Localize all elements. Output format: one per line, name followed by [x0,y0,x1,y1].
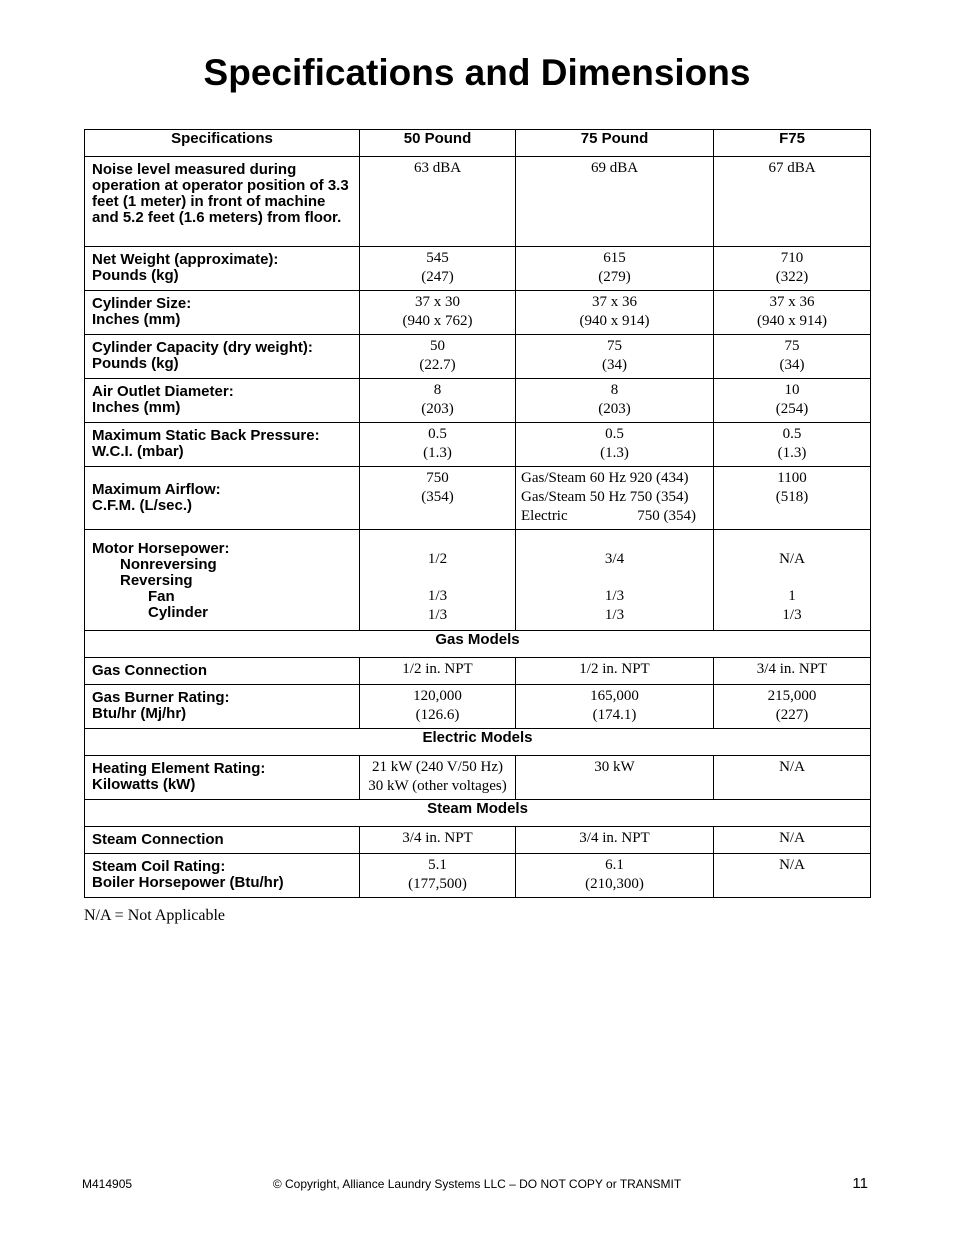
cell-75-steam-coil: 6.1 (210,300) [516,854,714,898]
cell-50-air-outlet: 8 (203) [360,379,516,423]
table-row-steam-connection [85,827,871,854]
cell-f75-heating-element: N/A [714,756,871,800]
footnote-na: N/A = Not Applicable [84,907,226,924]
section-gas-models: Gas Models [85,631,871,658]
cell-f75-back-pressure: 0.5 (1.3) [714,423,871,467]
cell-75-back-pressure: 0.5 (1.3) [516,423,714,467]
cell-f75-air-outlet: 10 (254) [714,379,871,423]
section-electric-models: Electric Models [85,729,871,756]
table-row-cylinder-capacity [85,335,871,379]
table-header-row [85,130,871,157]
cell-50-steam-coil: 5.1 (177,500) [360,854,516,898]
cell-f75-airflow: 1100 (518) [714,467,871,530]
cell-75-heating-element: 30 kW [516,756,714,800]
section-steam-models: Steam Models [85,800,871,827]
row-label-cylinder-size: Cylinder Size: Inches (mm) [85,291,360,335]
table-row-electric-section [85,729,871,756]
table-row-heating-element [85,756,871,800]
table-row-air-outlet [85,379,871,423]
cell-75-motor: 3/4 1/3 1/3 [516,530,714,631]
cell-50-heating-element: 21 kW (240 V/50 Hz) 30 kW (other voltages) [360,756,516,800]
table-row-back-pressure [85,423,871,467]
specifications-table [84,129,871,898]
cell-75-noise: 69 dBA [516,157,714,247]
cell-50-gas-connection: 1/2 in. NPT [360,658,516,685]
cell-50-noise: 63 dBA [360,157,516,247]
cell-50-cylinder-capacity: 50 (22.7) [360,335,516,379]
cell-f75-weight: 710 (322) [714,247,871,291]
cell-50-airflow: 750 (354) [360,467,516,530]
cell-50-back-pressure: 0.5 (1.3) [360,423,516,467]
table-row-airflow [85,467,871,530]
cell-f75-cylinder-capacity: 75 (34) [714,335,871,379]
cell-f75-noise: 67 dBA [714,157,871,247]
table-row-noise [85,157,871,247]
header-specifications: Specifications [85,130,360,157]
cell-75-steam-connection: 3/4 in. NPT [516,827,714,854]
cell-f75-motor: N/A 1 1/3 [714,530,871,631]
cell-f75-cylinder-size: 37 x 36 (940 x 914) [714,291,871,335]
row-label-steam-coil: Steam Coil Rating: Boiler Horsepower (Btu/hr) [85,854,360,898]
cell-75-cylinder-capacity: 75 (34) [516,335,714,379]
table-row-steam-section [85,800,871,827]
cell-75-gas-connection: 1/2 in. NPT [516,658,714,685]
cell-75-cylinder-size: 37 x 36 (940 x 914) [516,291,714,335]
cell-75-weight: 615 (279) [516,247,714,291]
row-label-back-pressure: Maximum Static Back Pressure: W.C.I. (mbar) [85,423,360,467]
cell-f75-gas-burner: 215,000 (227) [714,685,871,729]
cell-75-air-outlet: 8 (203) [516,379,714,423]
cell-50-weight: 545 (247) [360,247,516,291]
cell-75-gas-burner: 165,000 (174.1) [516,685,714,729]
header-f75: F75 [714,130,871,157]
cell-50-cylinder-size: 37 x 30 (940 x 762) [360,291,516,335]
cell-50-motor: 1/2 1/3 1/3 [360,530,516,631]
row-label-weight: Net Weight (approximate): Pounds (kg) [85,247,360,291]
row-label-noise: Noise level measured during operation at operator position of 3.3 feet (1 meter) in front of machine and 5.2 feet (1.6 meters) from floor. [85,157,360,247]
row-label-gas-connection: Gas Connection [85,658,360,685]
row-label-cylinder-capacity: Cylinder Capacity (dry weight): Pounds (kg) [85,335,360,379]
table-row-steam-coil [85,854,871,898]
cell-75-airflow: Gas/Steam 60 Hz 920 (434) Gas/Steam 50 Hz 750 (354) Electric 750 (354) [516,467,714,530]
header-50-pound: 50 Pound [360,130,516,157]
row-label-motor: Motor Horsepower: Nonreversing Reversing Fan Cylinder [85,530,360,631]
row-label-heating-element: Heating Element Rating: Kilowatts (kW) [85,756,360,800]
footer-copyright: © Copyright, Alliance Laundry Systems LLC – DO NOT COPY or TRANSMIT [272,1177,682,1191]
table-row-motor [85,530,871,631]
cell-f75-gas-connection: 3/4 in. NPT [714,658,871,685]
table-row-gas-section [85,631,871,658]
table-row-gas-burner [85,685,871,729]
table-row-weight [85,247,871,291]
row-label-steam-connection: Steam Connection [85,827,360,854]
row-label-gas-burner: Gas Burner Rating: Btu/hr (Mj/hr) [85,685,360,729]
footer-doc-id: M414905 [82,1177,133,1191]
row-label-airflow: Maximum Airflow: C.F.M. (L/sec.) [85,467,360,530]
cell-50-gas-burner: 120,000 (126.6) [360,685,516,729]
header-75-pound: 75 Pound [516,130,714,157]
page-title: Specifications and Dimensions [203,52,751,93]
cell-50-steam-connection: 3/4 in. NPT [360,827,516,854]
cell-f75-steam-connection: N/A [714,827,871,854]
footer-page-number: 11 [852,1175,868,1192]
cell-f75-steam-coil: N/A [714,854,871,898]
table-row-cylinder-size [85,291,871,335]
table-row-gas-connection [85,658,871,685]
row-label-air-outlet: Air Outlet Diameter: Inches (mm) [85,379,360,423]
